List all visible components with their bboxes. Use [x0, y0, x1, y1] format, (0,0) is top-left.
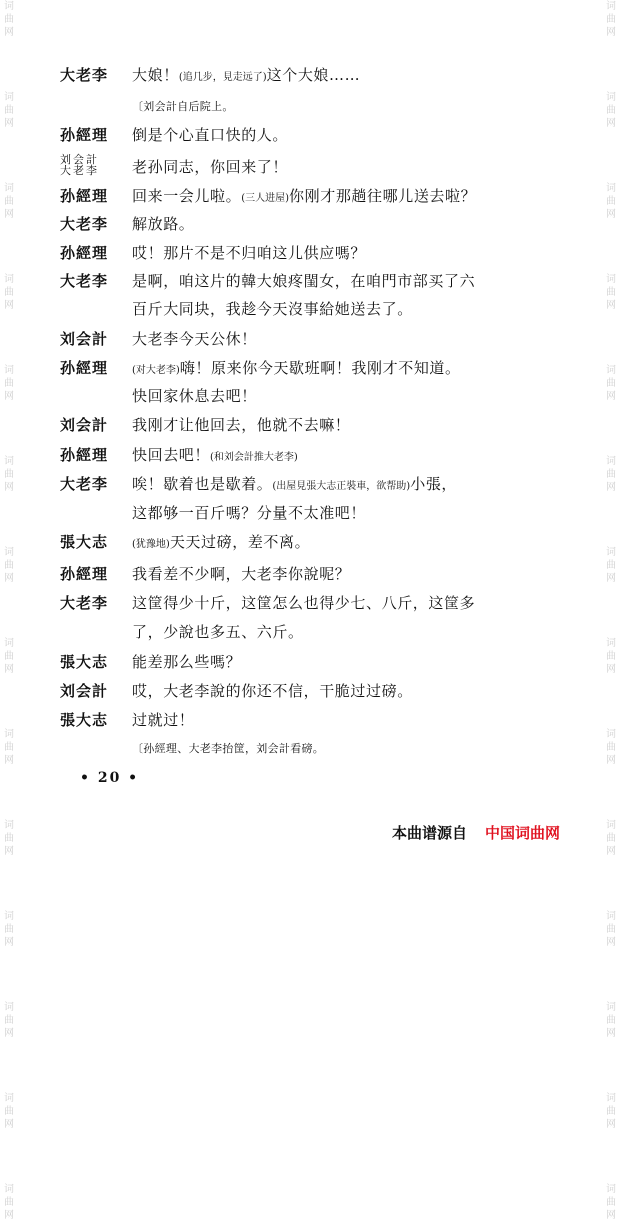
watermark-left	[2, 0, 16, 1221]
dialogue-text	[132, 156, 288, 177]
dialogue-text	[132, 414, 350, 435]
inline-stage-note: (和刘会計推大老李)	[210, 452, 298, 463]
dialogue-text	[132, 444, 298, 465]
watermark-text: 词曲网	[606, 547, 616, 584]
dialogue-segment: 快回家休息去吧！	[132, 387, 257, 405]
dialogue-segment: 这筐得少十斤，这筐怎么也得少七、八斤，这筐多	[132, 594, 476, 612]
watermark-text: 词曲网	[606, 1, 616, 38]
dialogue-segment: 这个大娘……	[266, 66, 361, 84]
speaker-name: 刘会計	[60, 682, 109, 700]
dialogue-text	[132, 592, 475, 613]
speaker-name: 大老李	[60, 594, 109, 612]
page-number: • 20 •	[80, 770, 140, 786]
watermark-text: 词曲网	[4, 1, 14, 38]
dialogue-segment: 百斤大同块，我趁今天沒事給她送去了。	[132, 300, 413, 318]
dialogue-segment: 这都够一百斤嗎？分量不太准吧！	[132, 504, 367, 522]
dialogue-segment: 小張，	[410, 475, 458, 493]
stage-direction: 〔刘会計自后院上。	[132, 100, 234, 113]
dialogue-text	[132, 473, 457, 494]
watermark-text: 词曲网	[4, 729, 14, 766]
watermark-text: 词曲网	[606, 365, 616, 402]
dialogue-segment: 唉！歇着也是歇着。	[132, 475, 273, 493]
watermark-text: 词曲网	[606, 638, 616, 675]
dialogue-segment: 大娘！	[132, 66, 179, 84]
dialogue-text	[132, 124, 288, 145]
watermark-text: 词曲网	[606, 456, 616, 493]
inline-stage-note: (追几步，見走远了)	[178, 72, 267, 83]
dialogue-text	[132, 385, 257, 406]
speaker-name: 孙經理	[60, 446, 109, 464]
dialogue-segment: 我看差不少啊，大老李你說呢？	[132, 565, 351, 583]
dialogue-text	[132, 651, 241, 672]
stage-direction: 〔孙經理、大老李抬筐，刘会計看磅。	[132, 742, 325, 755]
dialogue-text	[132, 298, 413, 319]
speaker-name: 大老李	[60, 66, 109, 84]
speaker-name: 孙經理	[60, 126, 109, 144]
dialogue-text	[132, 213, 194, 234]
speaker-name: 張大志	[60, 711, 109, 729]
speaker-name-pair	[60, 154, 99, 176]
dialogue-segment: 回来一会儿啦。	[132, 187, 242, 205]
watermark-text: 词曲网	[606, 183, 616, 220]
dialogue-segment: 哎！那片不是不归咱这儿供应嗎？	[132, 244, 367, 262]
dialogue-segment: 我刚才让他回去，他就不去嘛！	[132, 416, 351, 434]
speaker-name: 孙經理	[60, 187, 109, 205]
dialogue-text	[132, 357, 461, 378]
watermark-text: 词曲网	[4, 365, 14, 402]
watermark-text: 词曲网	[4, 911, 14, 948]
watermark-text: 词曲网	[4, 183, 14, 220]
watermark-text: 词曲网	[606, 92, 616, 129]
watermark-right	[604, 0, 618, 1221]
dialogue-text	[132, 270, 475, 291]
watermark-text: 词曲网	[4, 1184, 14, 1221]
dialogue-segment: 天天过磅，差不离。	[169, 533, 311, 551]
watermark-text: 词曲网	[4, 92, 14, 129]
speaker-name: 刘会計	[60, 416, 109, 434]
speaker-name: 大老李	[60, 164, 99, 177]
dialogue-text	[132, 242, 366, 263]
watermark-text: 词曲网	[4, 1093, 14, 1130]
speaker-name: 張大志	[60, 533, 109, 551]
dialogue-text	[132, 185, 476, 206]
speaker-name: 大老李	[60, 215, 109, 233]
watermark-text: 词曲网	[4, 820, 14, 857]
dialogue-segment: 快回去吧！	[132, 446, 211, 464]
watermark-text: 词曲网	[4, 274, 14, 311]
inline-stage-note: (犹豫地)	[132, 539, 170, 550]
speaker-name: 張大志	[60, 653, 109, 671]
watermark-text: 词曲网	[4, 456, 14, 493]
inline-stage-note: (对大老李)	[132, 365, 180, 376]
source-site: 中国词曲网	[485, 824, 561, 842]
speaker-name: 刘会計	[60, 153, 99, 166]
watermark-text: 词曲网	[4, 638, 14, 675]
dialogue-text	[132, 709, 194, 730]
dialogue-text	[132, 502, 366, 523]
dialogue-segment: 哎，大老李說的你还不信，干脆过过磅。	[132, 682, 413, 700]
watermark-text: 词曲网	[606, 1184, 616, 1221]
watermark-text: 词曲网	[4, 1002, 14, 1039]
dialogue-segment: 你刚才那趟往哪儿送去啦？	[289, 187, 477, 205]
dialogue-segment: 了，少說也多五、六斤。	[132, 623, 304, 641]
dialogue-segment: 解放路。	[132, 215, 195, 233]
dialogue-segment: 大老李今天公休！	[132, 330, 257, 348]
dialogue-segment: 倒是个心直口快的人。	[132, 126, 289, 144]
watermark-text: 词曲网	[606, 911, 616, 948]
watermark-text: 词曲网	[606, 1002, 616, 1039]
dialogue-segment: 是啊，咱这片的韓大娘疼閨女，在咱門市部买了六	[132, 272, 476, 290]
source-credit	[392, 822, 560, 843]
dialogue-segment: 老孙同志，你回来了！	[132, 158, 289, 176]
speaker-name: 孙經理	[60, 244, 109, 262]
speaker-name: 刘会計	[60, 330, 109, 348]
watermark-text: 词曲网	[606, 1093, 616, 1130]
watermark-text: 词曲网	[606, 274, 616, 311]
dialogue-text	[132, 621, 304, 642]
dialogue-text	[132, 64, 360, 85]
dialogue-text	[132, 563, 350, 584]
watermark-text: 词曲网	[606, 820, 616, 857]
dialogue-segment: 嗨！原来你今天歇班啊！我刚才不知道。	[179, 359, 461, 377]
speaker-name: 孙經理	[60, 565, 109, 583]
speaker-name: 大老李	[60, 272, 109, 290]
dialogue-text	[132, 680, 413, 701]
inline-stage-note: (三人进屋)	[241, 193, 290, 204]
watermark-text: 词曲网	[606, 729, 616, 766]
dialogue-segment: 过就过！	[132, 711, 195, 729]
speaker-name: 大老李	[60, 475, 109, 493]
inline-stage-note: (出屋見張大志正裝車，欲帮助)	[272, 481, 411, 492]
dialogue-text	[132, 531, 310, 552]
watermark-text: 词曲网	[4, 547, 14, 584]
dialogue-segment: 能差那么些嗎？	[132, 653, 242, 671]
speaker-name: 孙經理	[60, 359, 109, 377]
dialogue-text	[132, 328, 257, 349]
source-prefix: 本曲谱源自	[392, 824, 468, 842]
